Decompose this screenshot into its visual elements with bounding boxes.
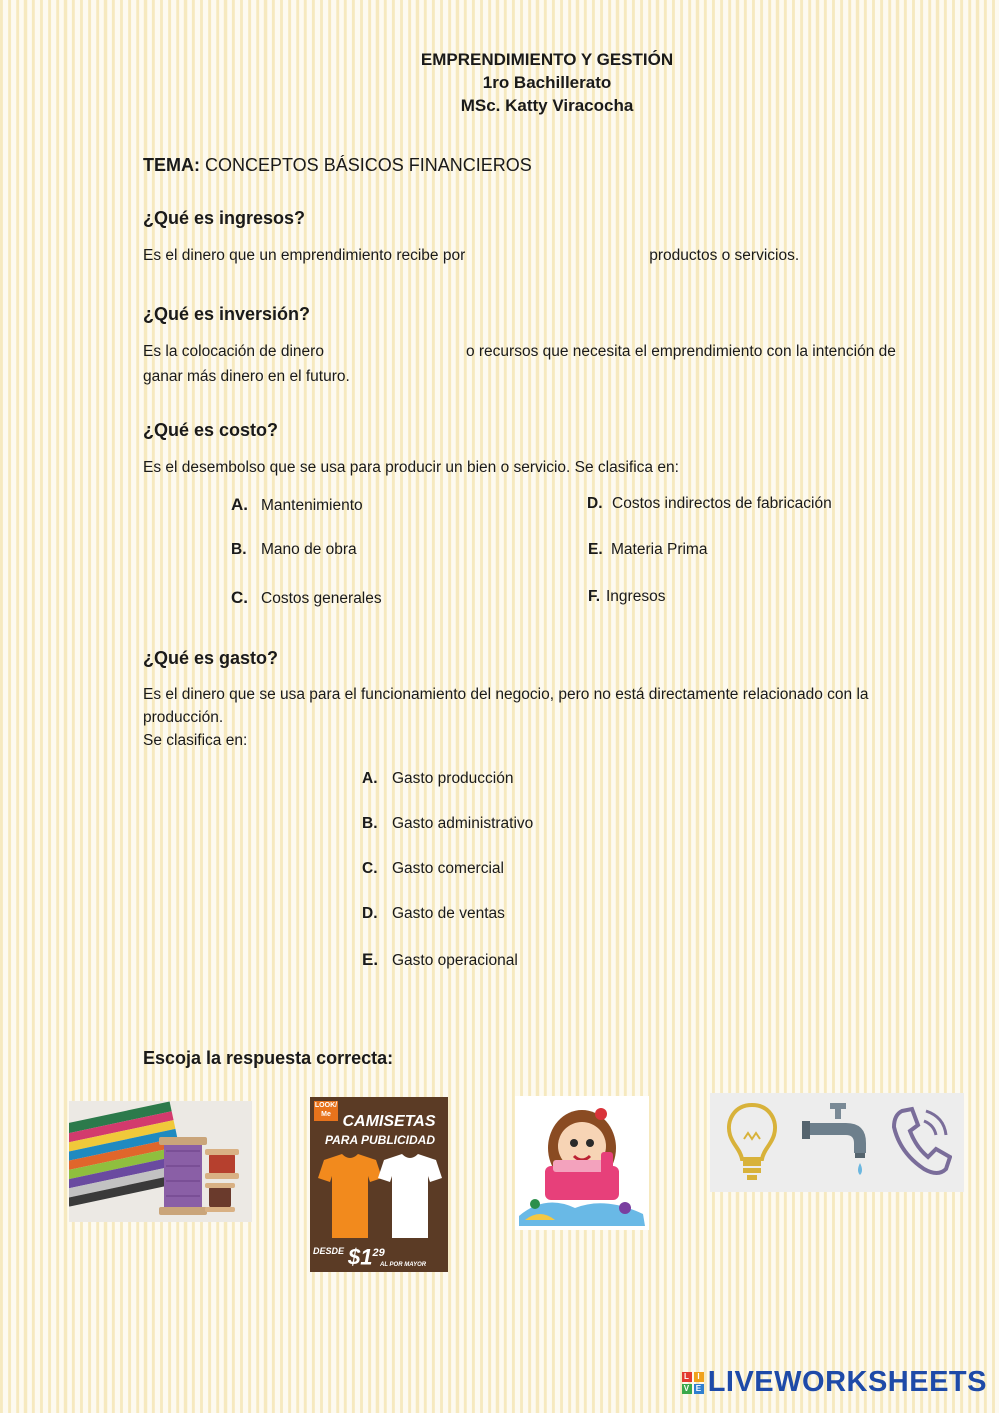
option-label: Gasto producción	[392, 770, 514, 787]
option-letter: D.	[362, 905, 378, 922]
gasto-option-e[interactable]	[362, 950, 518, 970]
utilities-image[interactable]	[710, 1093, 964, 1192]
telephone-icon	[888, 1103, 952, 1181]
gasto-option-b[interactable]	[362, 815, 533, 833]
ingresos-answer-blank[interactable]	[465, 245, 649, 267]
ingresos-text-before: Es el dinero que un emprendimiento recibe por	[143, 247, 466, 264]
option-label: Materia Prima	[611, 541, 708, 558]
lightbulb-icon	[722, 1099, 782, 1185]
fabric-threads-image[interactable]	[69, 1101, 252, 1222]
liveworksheets-logo	[682, 1366, 987, 1399]
exercise-instruction: Escoja la respuesta correcta:	[143, 1048, 394, 1068]
question-gasto: ¿Qué es gasto?	[143, 648, 279, 668]
option-letter: C.	[362, 860, 378, 877]
option-letter: E.	[588, 541, 603, 558]
option-label: Gasto comercial	[392, 860, 504, 877]
topic-line	[143, 155, 532, 176]
topic-value: CONCEPTOS BÁSICOS FINANCIEROS	[200, 155, 532, 175]
option-label: Gasto de ventas	[392, 905, 505, 922]
gasto-option-d[interactable]	[362, 905, 505, 923]
gasto-option-c[interactable]	[362, 860, 504, 878]
option-letter: B.	[231, 541, 247, 558]
ingresos-text-after: productos o servicios.	[649, 247, 800, 264]
costo-definition: Es el desembolso que se usa para producir un bien o servicio. Se clasifica en:	[143, 459, 679, 476]
fabric-threads-illustration	[69, 1101, 252, 1222]
question-ingresos: ¿Qué es ingresos?	[143, 208, 306, 228]
logo-mark-e: E	[694, 1384, 704, 1394]
ad-title-line1: CAMISETAS	[342, 1113, 436, 1130]
worksheet-header	[0, 48, 999, 117]
inversion-answer-blank[interactable]	[324, 341, 466, 363]
teacher-name: MSc. Katty Viracocha	[460, 96, 634, 115]
option-label: Costos indirectos de fabricación	[612, 495, 832, 512]
ad-price-currency: $	[348, 1244, 361, 1270]
costo-option-c[interactable]	[231, 588, 382, 608]
ad-price-prefix: DESDE	[313, 1246, 345, 1256]
costo-option-e[interactable]	[588, 541, 707, 559]
inversion-definition-line2: ganar más dinero en el futuro.	[143, 368, 350, 385]
ingresos-definition	[143, 244, 799, 267]
gasto-text-line3: Se clasifica en:	[143, 732, 248, 749]
seamstress-illustration	[515, 1096, 649, 1230]
option-letter: C.	[231, 588, 248, 607]
gasto-text-line2: producción.	[143, 709, 224, 726]
option-letter: F.	[588, 588, 601, 605]
liveworksheets-logo-mark	[682, 1372, 704, 1394]
ad-price-suffix: AL POR MAYOR	[380, 1262, 427, 1268]
tshirts-illustration	[310, 1152, 448, 1242]
ad-brand: LOOK/ Me	[314, 1101, 338, 1121]
gasto-text-line1: Es el dinero que se usa para el funcionamiento del negocio, pero no está directamente relacionado con la	[143, 686, 869, 703]
logo-mark-l: L	[682, 1372, 692, 1382]
liveworksheets-logo-text: LIVEWORKSHEETS	[707, 1366, 987, 1398]
option-letter: B.	[362, 815, 378, 832]
option-label: Gasto administrativo	[392, 815, 534, 832]
topic-label: TEMA:	[143, 155, 200, 175]
costo-option-b[interactable]	[231, 541, 357, 559]
option-label: Ingresos	[606, 588, 666, 605]
question-inversion: ¿Qué es inversión?	[143, 304, 311, 324]
logo-mark-v: V	[682, 1384, 692, 1394]
inversion-definition	[143, 340, 896, 363]
gasto-definition	[143, 683, 963, 752]
ad-title-line2: PARA PUBLICIDAD	[325, 1133, 435, 1147]
ad-price-cents: 29	[372, 1247, 385, 1259]
option-letter: D.	[587, 495, 603, 512]
option-label: Costos generales	[261, 590, 382, 607]
gasto-option-a[interactable]	[362, 770, 514, 788]
option-label: Gasto operacional	[392, 952, 518, 969]
question-costo: ¿Qué es costo?	[143, 420, 279, 440]
subject-title: EMPRENDIMIENTO Y GESTIÓN	[420, 50, 674, 69]
seamstress-image[interactable]	[515, 1096, 649, 1230]
option-letter: A.	[231, 495, 248, 514]
grade-level: 1ro Bachillerato	[482, 73, 612, 92]
option-letter: A.	[362, 770, 378, 787]
logo-mark-i: I	[694, 1372, 704, 1382]
inversion-text-before: Es la colocación de dinero	[143, 343, 324, 360]
costo-option-a[interactable]	[231, 495, 363, 515]
ad-price-whole: 1	[360, 1244, 373, 1270]
option-letter: E.	[362, 950, 379, 969]
option-label: Mano de obra	[261, 541, 357, 558]
option-label: Mantenimiento	[261, 497, 363, 514]
inversion-text-after: o recursos que necesita el emprendimiento con la intención de	[465, 343, 896, 360]
water-tap-icon	[800, 1101, 870, 1181]
tshirts-ad-image[interactable]	[310, 1097, 448, 1272]
costo-option-d[interactable]	[587, 495, 832, 513]
costo-option-f[interactable]	[588, 588, 665, 606]
